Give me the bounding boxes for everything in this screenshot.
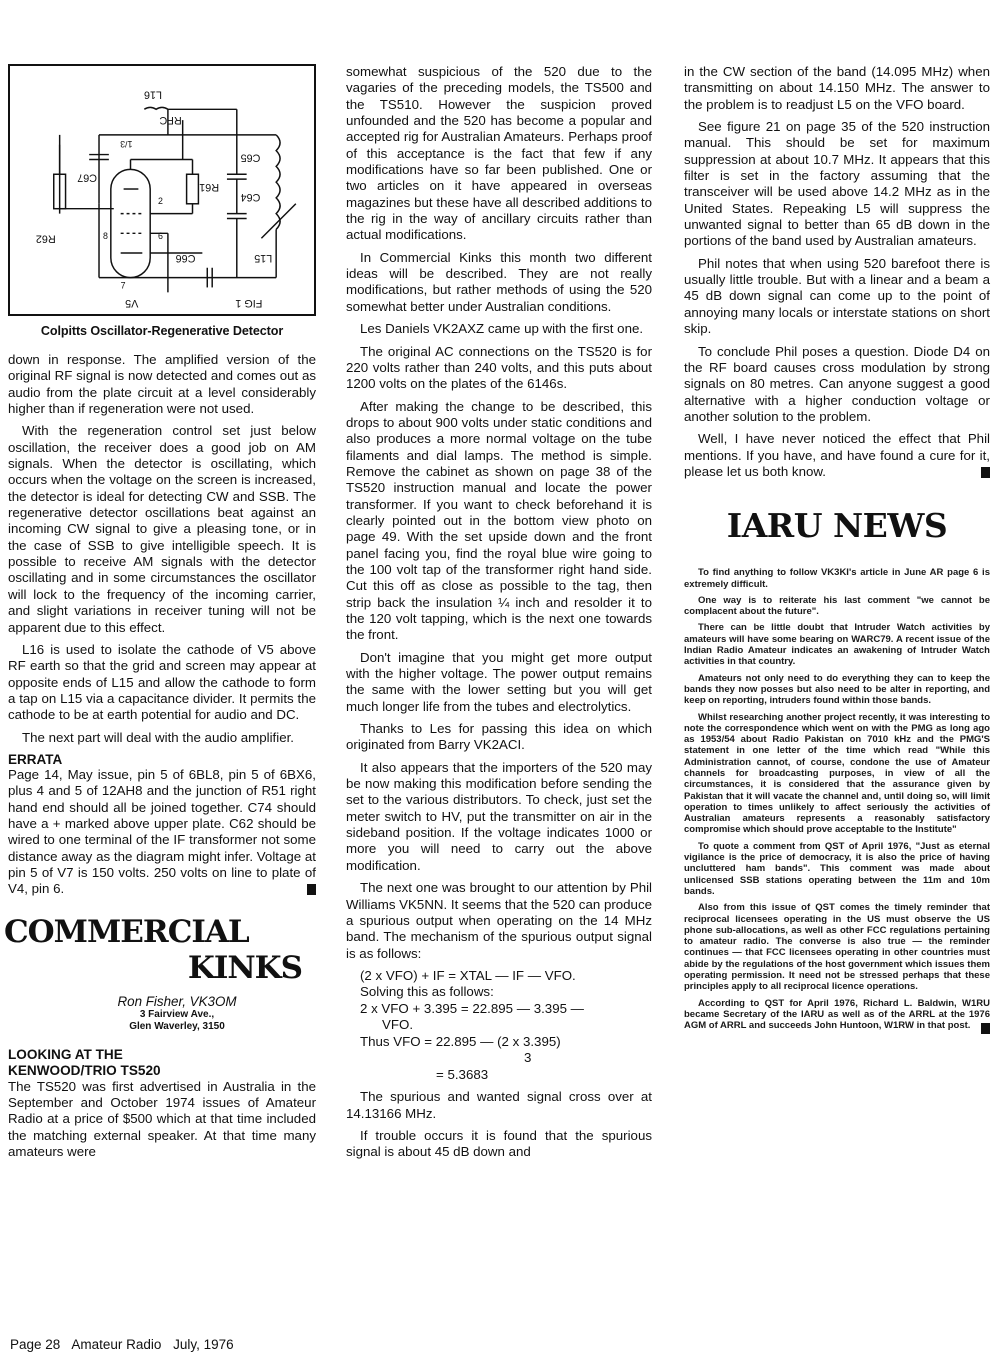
svg-text:6: 6 — [158, 231, 163, 242]
svg-text:7: 7 — [120, 280, 126, 291]
column-3 — [684, 64, 990, 1037]
magazine-name: Amateur Radio — [71, 1337, 162, 1352]
equation: Thus VFO = 22.895 — (2 x 3.395) — [360, 1033, 561, 1049]
colpitts-schematic — [10, 66, 314, 314]
paragraph: With the regeneration control set just below oscillation, the receiver does a good job on AM signals. When the detector is oscillating, which occurs when the voltage on the screen is increased, the detector is ideal for detecting CW and SSB. The regenerative detector oscillations beat against an incoming CW signal to give a pleasing tone, or in the case of SSB to give intelligible speech. It is possible to receive AM signals with the detector oscillating and in some circumstances the oscillator will lock to the frequency of the incoming carrier, and slight variations in receiver tuning will not be apparent due to this effect. — [8, 423, 316, 635]
equation: VFO. — [382, 1017, 414, 1033]
paragraph: If trouble occurs it is found that the spurious signal is about 45 dB down and — [346, 1128, 652, 1160]
end-mark — [981, 467, 990, 478]
svg-text:C67: C67 — [77, 171, 98, 184]
paragraph: Amateurs not only need to do everything they can to keep the bands they now posses but also need to be alter in reporting, and keep on reporting, intruders found within those bands. — [684, 672, 990, 707]
paragraph: The original AC connections on the TS520 is for 220 volts rather than 240 volts, and this puts about 1200 volts on the plates of the 6146s. — [346, 343, 652, 392]
paragraph: Les Daniels VK2AXZ came up with the first one. — [360, 321, 644, 337]
paragraph: After making the change to be described, this drops to about 900 volts under static conditions and also produces a more normal voltage on the tube filaments and dial lamps. The method is simple. Remove the cabinet as shown on page 38 of the TS520 instruction manual and locate the power transformer. If you want to check beforehand it is clearly pointed out in the bottom view photo on page 49. With the set upside down and the front panel facing you, find the royal blue wire going to the 100 volt tap of the transformer right hand side. Cut this off as close as possible to the tag, then strip back the insulation ¼ inch and resolder it to the 120 volt tapping, which is the next one towards the front. — [346, 398, 652, 643]
svg-text:RFC: RFC — [159, 114, 182, 127]
paragraph: Don't imagine that you might get more output with the higher voltage. The power output remains the same with the lower setting but you will get much longer life from the tubes and electrolytics. — [346, 649, 652, 714]
commercial-kinks-title-line2: KINKS — [187, 949, 302, 986]
paragraph: To conclude Phil poses a question. Diode D4 on the RF board causes cross modulation by strong signals on 80 metres. Can anyone suggest a good alternative with a higher conduction voltage or another solution to the problem. — [684, 343, 990, 424]
svg-text:8: 8 — [102, 231, 108, 242]
label-r62: R62 — [35, 232, 56, 245]
paragraph: To quote a comment from QST of April 1976, "Just as eternal vigilance is the price of democracy, it is also the price of having uncluttered ham bands". This comment was made about unlicensed SSB stations operating between the 11m and 10m bands. — [684, 840, 990, 897]
errata-text: Page 14, May issue, pin 5 of 6BL8, pin 5 of 6BX6, plus 4 and 5 of 12AH8 and the junction of R51 right hand end should all be joined together. C74 should have a + marked above upper plate. C62 should be wired to one terminal of the IF transformer not some distance away as the diagram might infer. Voltage at pin 5 of V7 is 150 volts. 250 volts on line to plate of V4, pin 6. — [8, 766, 316, 897]
svg-text:2: 2 — [158, 195, 163, 206]
equation: = 5.3683 — [436, 1066, 489, 1082]
paragraph: L16 is used to isolate the cathode of V5 above RF earth so that the grid and screen may appear at opposite ends of L15 and allow the cathode to form a tap on L15 via a capacitance divider. It permits the cathode to be at earth potential for audio and DC. — [8, 641, 316, 723]
svg-text:C66: C66 — [175, 251, 196, 264]
section-heading: LOOKING AT THE — [8, 1046, 123, 1062]
equation: 2 x VFO + 3.395 = 22.895 — 3.395 — — [360, 1000, 584, 1016]
commercial-kinks-title-line1: COMMERCIAL — [4, 913, 249, 950]
author-name: Ron Fisher, VK3OM — [117, 993, 237, 1009]
svg-text:C64: C64 — [240, 190, 261, 203]
paragraph: Also from this issue of QST comes the timely reminder that reciprocal licensees operating in the US must observe the US phone sub-allocations, as well as other FCC regulations pertaining to amateur radio. The converse is also true — the reminder continues — that FCC licensees operating in other countries must abide by the regulations of the host government which issues them operating permission. It need not be stressed perhaps that these principles apply to all reciprocal licence operations. — [684, 902, 990, 993]
author-address-line2: Glen Waverley, 3150 — [129, 1020, 225, 1032]
paragraph: The spurious and wanted signal cross over at 14.13166 MHz. — [346, 1089, 652, 1121]
paragraph: See figure 21 on page 35 of the 520 instruction manual. This should be set for maximum suppression at about 10.7 MHz. It appears that this filter is set in the factory assuming that the transceiver will be used above 14.2 MHz as in the United States. Repeaking L5 will suppress the unwanted signal to better than 65 dB down in the portions of the band used by Australian amateurs. — [684, 119, 990, 249]
paragraph: The TS520 was first advertised in Australia in the September and October 1974 issues of Amateur Radio at a price of $500 which at that time included the matching external speaker. At that time many amateurs were — [8, 1078, 316, 1160]
svg-text:L15: L15 — [254, 251, 273, 264]
paragraph: One way is to reiterate his last comment "we cannot be complacent about the future". — [684, 594, 990, 618]
author-address-line1: 3 Fairview Ave., — [139, 1008, 215, 1020]
paragraph: somewhat suspicious of the 520 due to the vagaries of the preceding models, the TS500 and the TS510. However the suspicion proved unfounded and the 520 has become a popular and accepted rig for Australian Amateurs. Perhaps proof of this acceptance is the fact that few if any modifications have so far been published. One or two articles on it have appeared in overseas magazines but these have all described additions to the rig in the way of ancillary circuits rather than actual modifications. — [346, 64, 652, 243]
svg-text:R61: R61 — [199, 181, 220, 194]
iaru-news-title: IARU NEWS — [726, 506, 948, 546]
page-number: Page 28 — [10, 1337, 61, 1352]
equation: (2 x VFO) + IF = XTAL — IF — VFO. — [360, 967, 576, 983]
equation: 3 — [524, 1050, 532, 1066]
paragraph: In Commercial Kinks this month two different ideas will be described. They are not really modifications, but rather methods of using the 520 somewhat better under Australian conditions. — [346, 249, 652, 314]
paragraph: in the CW section of the band (14.095 MHz) when transmitting on about 14.150 MHz. The answer to the problem is to readjust L5 on the VFO board. — [684, 64, 990, 112]
paragraph: down in response. The amplified version of the original RF signal is now detected and comes out as audio from the plate circuit at a level considerably higher than if regeneration were not used. — [8, 352, 316, 417]
section-heading: KENWOOD/TRIO TS520 — [8, 1062, 161, 1078]
page-footer — [10, 1337, 242, 1352]
paragraph: According to QST for April 1976, Richard L. Baldwin, W1RU became Secretary of the IARU as well as of the ARRL at the 1976 AGM of ARRL and succeeds John Huntoon, W1RW in that post. — [684, 998, 990, 1032]
svg-text:FIG 1: FIG 1 — [235, 297, 263, 310]
svg-text:C65: C65 — [240, 151, 261, 164]
column-2 — [346, 64, 652, 1167]
schematic-figure — [8, 64, 316, 316]
svg-text:1/3: 1/3 — [120, 138, 133, 149]
paragraph: Well, I have never noticed the effect that Phil mentions. If you have, and have found a cure for it, please let us both know. — [684, 431, 990, 479]
errata-heading: ERRATA — [8, 751, 63, 767]
svg-text:V5: V5 — [125, 297, 139, 310]
paragraph: Thanks to Les for passing this idea on which originated from Barry VK2ACI. — [346, 721, 652, 753]
end-mark — [307, 884, 316, 895]
paragraph: Phil notes that when using 520 barefoot there is usually little trouble. But with a linear and a beam a 45 dB down signal can come up to the point of annoying many locals or interstate stations on short skip. — [684, 255, 990, 337]
paragraph: Whilst researching another project recently, it was interesting to note the correspondence which went on with the PMG as long ago as 1953/54 about Radio Pakistan on 7010 kHz and the PMG'S statement in one letter of the time which read "While this Administration cannot, of course, condone the use of Amateur channels for broadcasting purposes, in view of all the circumstances, it is considered that the assurance given by Pakistan that it will vacate the channel and, until doing so, will limit operation to times unlikely to affect seriously the activities of Australian amateurs represents a reasonably satisfactory compromise which should prove acceptable to the Institute" — [684, 711, 990, 836]
end-mark — [981, 1023, 990, 1034]
paragraph: The next one was brought to our attention by Phil Williams VK5NN. It seems that the 520 can produce a spurious output when operating on the 14 MHz band. The mechanism of the spurious output signal is as follows: — [346, 880, 652, 961]
issue-date: July, 1976 — [173, 1337, 234, 1352]
svg-text:L16: L16 — [143, 88, 162, 101]
column-1 — [4, 64, 316, 1166]
paragraph: The next part will deal with the audio amplifier. — [22, 729, 294, 745]
equation: Solving this as follows: — [360, 984, 494, 1000]
figure-caption: Colpitts Oscillator-Regenerative Detector — [40, 324, 284, 338]
paragraph: There can be little doubt that Intruder Watch activities by amateurs will have some bearing on WARC79. A recent issue of the Indian Radio Amateur indicates an awakening of Intruder Watch activities in that country. — [684, 622, 990, 668]
paragraph: It also appears that the importers of the 520 may be now making this modification before sending the set to the various distributors. To check, just set the meter switch to HV, put the transmitter on air in the sideband position. If the voltage indicates 1000 or more you will need to carry out the above modification. — [346, 759, 652, 873]
paragraph: To find anything to follow VK3KI's article in June AR page 6 is extremely difficult. — [684, 567, 990, 590]
iaru-news-body — [684, 567, 990, 1031]
